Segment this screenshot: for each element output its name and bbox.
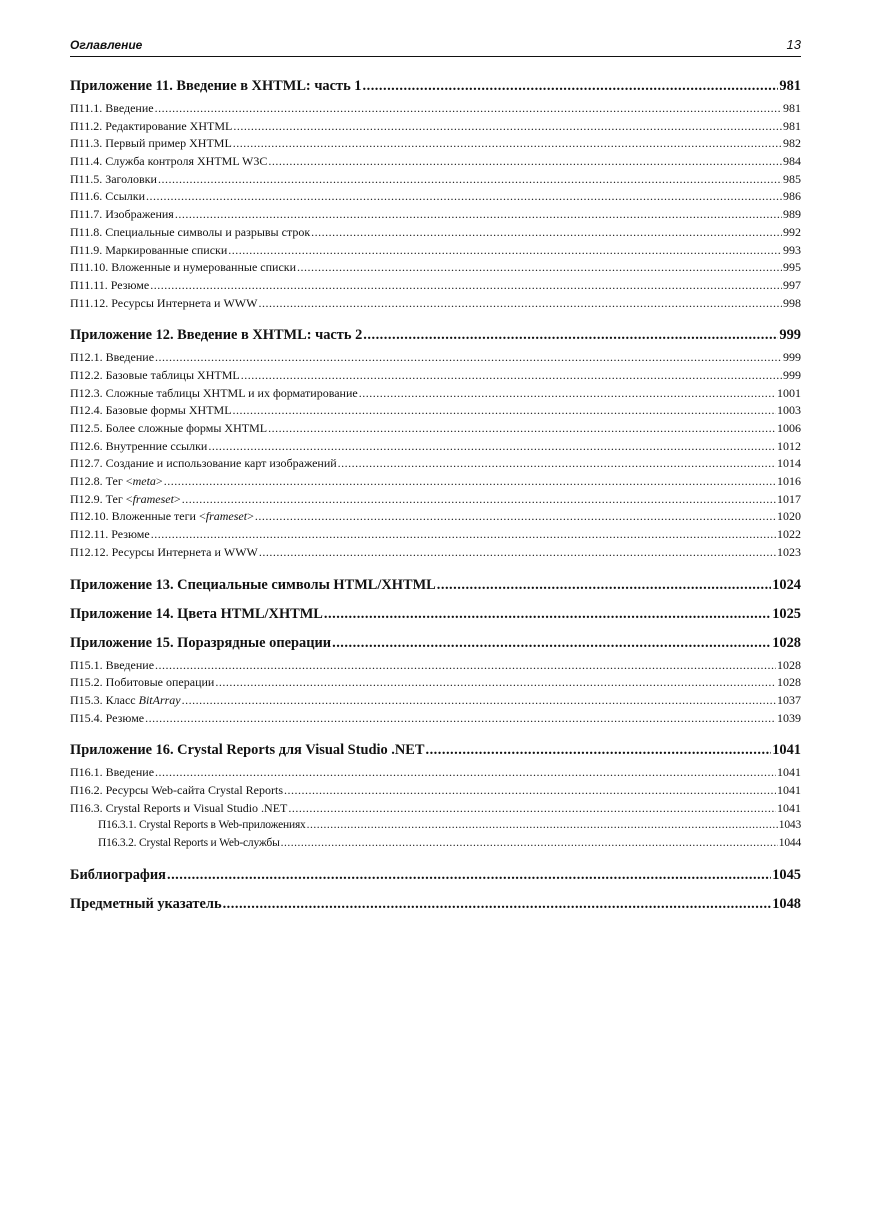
toc-entry-title: П16.1. Введение — [70, 765, 155, 780]
toc-entry-title: П16.3. Crystal Reports и Visual Studio .NET — [70, 800, 288, 815]
toc-entry-title: П16.3.2. Crystal Reports и Web-службы — [98, 836, 280, 849]
toc-entry-title: Предметный указатель — [70, 896, 222, 913]
toc-section-entry[interactable] — [70, 224, 801, 242]
toc-subsection-entry[interactable] — [70, 817, 801, 835]
toc-entry-title: П15.2. Побитовые операции — [70, 675, 215, 690]
toc-entry-page: 999 — [783, 350, 801, 365]
toc-entry-title: Библиография — [70, 867, 166, 884]
toc-entry-page: 1001 — [777, 385, 801, 400]
toc-entry-title: Приложение 12. Введение в XHTML: часть 2 — [70, 327, 363, 344]
toc-entry-page: 1044 — [778, 836, 801, 849]
dot-leader — [208, 438, 776, 456]
toc-entry-title: П11.2. Редактирование XHTML — [70, 118, 233, 133]
toc-entry-page: 989 — [783, 207, 801, 222]
toc-entry-page: 1012 — [777, 438, 801, 453]
dot-leader — [297, 259, 782, 277]
dot-leader — [182, 692, 776, 710]
page-number: 13 — [786, 37, 801, 52]
toc-entry-title: П11.4. Служба контроля XHTML W3C — [70, 154, 268, 169]
toc-section-entry[interactable] — [70, 657, 801, 675]
dot-leader — [155, 100, 782, 118]
toc-entry-title: П11.10. Вложенные и нумерованные списки — [70, 260, 297, 275]
dot-leader — [150, 277, 782, 295]
toc-entry-title: П11.9. Маркированные списки — [70, 242, 228, 257]
dot-leader — [145, 710, 776, 728]
toc-entry-page: 981 — [779, 78, 801, 94]
toc-entry-title: П11.11. Резюме — [70, 277, 150, 292]
toc-entry-page: 997 — [783, 277, 801, 292]
toc-entry-page: 1028 — [777, 675, 801, 690]
toc-entry-page: 1048 — [772, 896, 801, 913]
toc-chapter-entry[interactable] — [70, 865, 801, 885]
toc-entry-page: 1025 — [772, 605, 801, 622]
dot-leader — [215, 674, 776, 692]
toc-section-entry[interactable] — [70, 206, 801, 224]
toc-entry-title: П12.2. Базовые таблицы XHTML — [70, 367, 240, 382]
toc-entry-page: 999 — [779, 327, 801, 344]
toc-entry-page: 1041 — [777, 782, 801, 797]
dot-leader — [233, 118, 782, 136]
dot-leader — [338, 455, 776, 473]
toc-entry-title: П12.11. Резюме — [70, 527, 150, 542]
toc-entry-page: 992 — [783, 224, 801, 239]
dot-leader — [223, 894, 772, 914]
toc-chapter-entry[interactable] — [70, 575, 801, 595]
toc-section-entry[interactable] — [70, 473, 801, 491]
toc-entry-page: 1017 — [777, 491, 801, 506]
dot-leader — [255, 508, 776, 526]
running-header-title: Оглавление — [70, 38, 143, 52]
toc-entry-page: 1041 — [777, 800, 801, 815]
toc-entry-title: Приложение 11. Введение в XHTML: часть 1 — [70, 78, 362, 94]
toc-section-entry[interactable] — [70, 692, 801, 710]
dot-leader — [307, 817, 778, 835]
toc-section-entry[interactable] — [70, 385, 801, 403]
toc-entry-page: 1003 — [777, 403, 801, 418]
toc-section-entry[interactable] — [70, 782, 801, 800]
running-header — [70, 38, 801, 57]
toc-section-entry[interactable] — [70, 508, 801, 526]
toc-entry-title: П12.1. Введение — [70, 350, 155, 365]
dot-leader — [182, 491, 776, 509]
toc-entry-title: П12.3. Сложные таблицы XHTML и их форматирование — [70, 385, 358, 400]
toc-entry-page: 984 — [783, 154, 801, 169]
toc-entry-page: 995 — [783, 260, 801, 275]
toc-entry-page: 1041 — [772, 742, 801, 759]
dot-leader — [258, 295, 782, 313]
dot-leader — [155, 349, 782, 367]
toc-entry-page: 986 — [783, 189, 801, 204]
dot-leader — [175, 206, 782, 224]
toc-entry-title: П11.3. Первый пример XHTML — [70, 136, 232, 151]
toc-entry-page: 985 — [783, 171, 801, 186]
toc-section-entry[interactable] — [70, 710, 801, 728]
toc-entry-title: П15.3. Класс BitArray — [70, 692, 181, 707]
toc-entry-title: Приложение 13. Специальные символы HTML/XHTML — [70, 576, 436, 593]
toc-chapter-entry[interactable] — [70, 894, 801, 914]
toc-entry-page: 1024 — [772, 576, 801, 593]
toc-entry-title: П11.6. Ссылки — [70, 189, 145, 204]
dot-leader — [311, 224, 782, 242]
toc-section-entry[interactable] — [70, 491, 801, 509]
dot-leader — [268, 420, 776, 438]
dot-leader — [233, 402, 776, 420]
toc-chapter-entry[interactable] — [70, 740, 801, 760]
dot-leader — [425, 740, 771, 760]
dot-leader — [284, 782, 776, 800]
toc-entry-page: 1016 — [777, 474, 801, 489]
toc-entry-page: 1023 — [777, 544, 801, 559]
toc-entry-title: П16.3.1. Crystal Reports в Web-приложениях — [98, 819, 306, 832]
toc-section-entry[interactable] — [70, 295, 801, 313]
toc-entry-page: 1041 — [777, 765, 801, 780]
toc-entry-title: П12.8. Тег <meta> — [70, 474, 163, 489]
toc-section-entry[interactable] — [70, 544, 801, 562]
toc-entry-title: П12.4. Базовые формы XHTML — [70, 403, 232, 418]
dot-leader — [281, 835, 778, 853]
toc-entry-page: 1039 — [777, 710, 801, 725]
toc-section-entry[interactable] — [70, 349, 801, 367]
toc-entry-title: П11.12. Ресурсы Интернета и WWW — [70, 295, 258, 310]
toc-entry-title: П15.1. Введение — [70, 657, 155, 672]
table-of-contents — [70, 76, 801, 914]
toc-entry-title: П11.7. Изображения — [70, 207, 174, 222]
toc-entry-page: 998 — [783, 295, 801, 310]
dot-leader — [155, 764, 776, 782]
toc-chapter-entry[interactable] — [70, 325, 801, 345]
toc-section-entry[interactable] — [70, 259, 801, 277]
toc-entry-title: П16.2. Ресурсы Web-сайта Crystal Reports — [70, 782, 283, 797]
toc-section-entry[interactable] — [70, 438, 801, 456]
toc-entry-page: 1037 — [777, 692, 801, 707]
toc-entry-page: 1028 — [772, 634, 801, 651]
toc-entry-title: П11.1. Введение — [70, 101, 154, 115]
dot-leader — [332, 633, 771, 653]
dot-leader — [363, 76, 779, 96]
toc-entry-title: П12.6. Внутренние ссылки — [70, 438, 208, 453]
toc-entry-page: 981 — [783, 118, 801, 133]
dot-leader — [363, 325, 778, 345]
dot-leader — [233, 135, 782, 153]
toc-entry-title: П11.8. Специальные символы и разрывы строк — [70, 224, 311, 239]
toc-entry-page: 1014 — [777, 456, 801, 471]
toc-entry-title: Приложение 14. Цвета HTML/XHTML — [70, 605, 323, 622]
dot-leader — [146, 188, 782, 206]
dot-leader — [259, 544, 776, 562]
toc-entry-page: 999 — [783, 367, 801, 382]
toc-section-entry[interactable] — [70, 402, 801, 420]
dot-leader — [151, 526, 776, 544]
toc-section-entry[interactable] — [70, 764, 801, 782]
toc-section-entry[interactable] — [70, 135, 801, 153]
dot-leader — [437, 575, 771, 595]
toc-entry-title: Приложение 16. Crystal Reports для Visual Studio .NET — [70, 742, 425, 759]
dot-leader — [155, 657, 776, 675]
toc-entry-page: 1045 — [772, 867, 801, 884]
toc-entry-page: 1043 — [778, 819, 801, 832]
toc-section-entry[interactable] — [70, 153, 801, 171]
dot-leader — [241, 367, 782, 385]
dot-leader — [167, 865, 771, 885]
toc-entry-title: П12.10. Вложенные теги <frameset> — [70, 509, 254, 524]
toc-subsection-entry[interactable] — [70, 835, 801, 853]
toc-entry-page: 1006 — [777, 421, 801, 435]
toc-entry-title: П12.12. Ресурсы Интернета и WWW — [70, 544, 258, 559]
toc-entry-page: 1020 — [777, 509, 801, 524]
dot-leader — [268, 153, 782, 171]
toc-section-entry[interactable] — [70, 242, 801, 260]
toc-entry-title: П12.5. Более сложные формы XHTML — [70, 421, 268, 435]
toc-entry-title: Приложение 15. Поразрядные операции — [70, 634, 332, 651]
dot-leader — [164, 473, 776, 491]
toc-section-entry[interactable] — [70, 277, 801, 295]
dot-leader — [359, 385, 776, 403]
toc-section-entry[interactable] — [70, 800, 801, 818]
toc-section-entry[interactable] — [70, 188, 801, 206]
toc-entry-title: П15.4. Резюме — [70, 710, 145, 725]
dot-leader — [288, 800, 776, 818]
toc-entry-page: 1028 — [777, 657, 801, 672]
toc-entry-page: 1022 — [777, 527, 801, 542]
dot-leader — [228, 242, 782, 260]
toc-chapter-entry[interactable] — [70, 604, 801, 624]
dot-leader — [158, 171, 782, 189]
toc-chapter-entry[interactable] — [70, 76, 801, 96]
toc-section-entry[interactable] — [70, 674, 801, 692]
toc-section-entry[interactable] — [70, 526, 801, 544]
toc-entry-page: 981 — [783, 101, 801, 115]
toc-section-entry[interactable] — [70, 420, 801, 438]
toc-entry-page: 982 — [783, 136, 801, 151]
toc-section-entry[interactable] — [70, 455, 801, 473]
toc-section-entry[interactable] — [70, 171, 801, 189]
toc-section-entry[interactable] — [70, 367, 801, 385]
toc-entry-page: 993 — [783, 242, 801, 257]
toc-section-entry[interactable] — [70, 100, 801, 118]
toc-section-entry[interactable] — [70, 118, 801, 136]
toc-entry-title: П11.5. Заголовки — [70, 171, 157, 186]
toc-entry-title: П12.9. Тег <frameset> — [70, 491, 181, 506]
toc-entry-title: П12.7. Создание и использование карт изображений — [70, 456, 337, 471]
dot-leader — [324, 604, 771, 624]
toc-chapter-entry[interactable] — [70, 633, 801, 653]
